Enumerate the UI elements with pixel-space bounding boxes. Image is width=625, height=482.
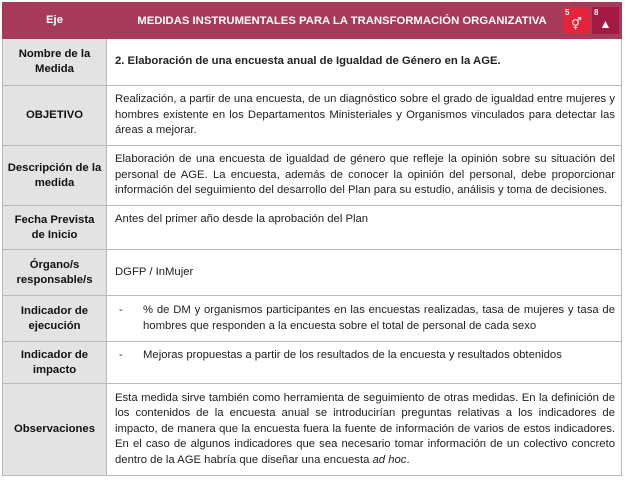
value-descripcion: Elaboración de una encuesta de igualdad de género que refleje la opinión sobre su situación del personal de AGE. La encuesta, además de conocer la opinión del personal, debe proporcionar información del seguimiento del desarrollo del Plan para su estudio, análisis y toma de decisiones. [107,146,622,206]
row-organo [3,250,622,296]
measure-table [2,2,622,476]
indicator-text: % de DM y organismos participantes en las encuestas realizadas, tasa de mujeres y tasa de hombres que responden a la encuesta sobre el total de personal de cada sexo [143,303,615,332]
label-observaciones: Observaciones [3,384,107,476]
value-organo: DGFP / InMujer [107,250,622,296]
row-nombre [3,39,622,86]
sdg-logos [563,7,619,34]
value-ejecucion [107,296,622,342]
value-objetivo: Realización, a partir de una encuesta, de un diagnóstico sobre el grado de igualdad entre mujeres y hombres existente en los Departamentos Ministeriales y Organismos vinculados para detectar las áreas a mejorar. [107,86,622,146]
value-impacto [107,342,622,384]
bullet-dash: - [119,349,123,361]
sdg-8-decent-work-icon: 8 ▲ [592,7,619,34]
bullet-dash: - [119,303,123,316]
label-impacto: Indicador de impacto [3,342,107,384]
list-item [115,348,615,364]
label-organo: Órgano/s responsable/s [3,250,107,296]
label-descripcion: Descripción de la medida [3,146,107,206]
row-objetivo [3,86,622,146]
row-impacto [3,342,622,384]
row-observaciones [3,384,622,476]
label-nombre: Nombre de la Medida [3,39,107,86]
sdg-5-gender-equality-icon: 5 ⚥ [563,7,590,34]
header-label: Eje [3,3,107,39]
label-objetivo: OBJETIVO [3,86,107,146]
header-row [3,3,622,39]
row-descripcion [3,146,622,206]
value-nombre: 2. Elaboración de una encuesta anual de Igualdad de Género en la AGE. [107,39,622,86]
indicator-text: Mejoras propuestas a partir de los resultados de la encuesta y resultados obtenidos [143,349,562,361]
measure-sheet [2,2,622,476]
label-ejecucion: Indicador de ejecución [3,296,107,342]
value-observaciones: Esta medida sirve también como herramienta de seguimiento de otras medidas. En la definición de los contenidos de la encuesta anual se introducirían preguntas relativas a los indicadores de impacto, de manera que la encuesta fuera la fuente de información de varios de estos indicadores. En el caso de algunos indicadores que sea necesario tomar información de un colectivo concreto dentro de la AGE habría que diseñar una encuesta ad hoc. [107,384,622,476]
header-title: MEDIDAS INSTRUMENTALES PARA LA TRANSFORMACIÓN ORGANIZATIVA [137,14,547,27]
header-title-cell [107,3,622,39]
label-fecha: Fecha Prevista de Inicio [3,206,107,250]
list-item [115,303,615,334]
row-fecha [3,206,622,250]
row-ejecucion [3,296,622,342]
value-fecha: Antes del primer año desde la aprobación del Plan [107,206,622,250]
italic-term: ad hoc [372,453,407,466]
